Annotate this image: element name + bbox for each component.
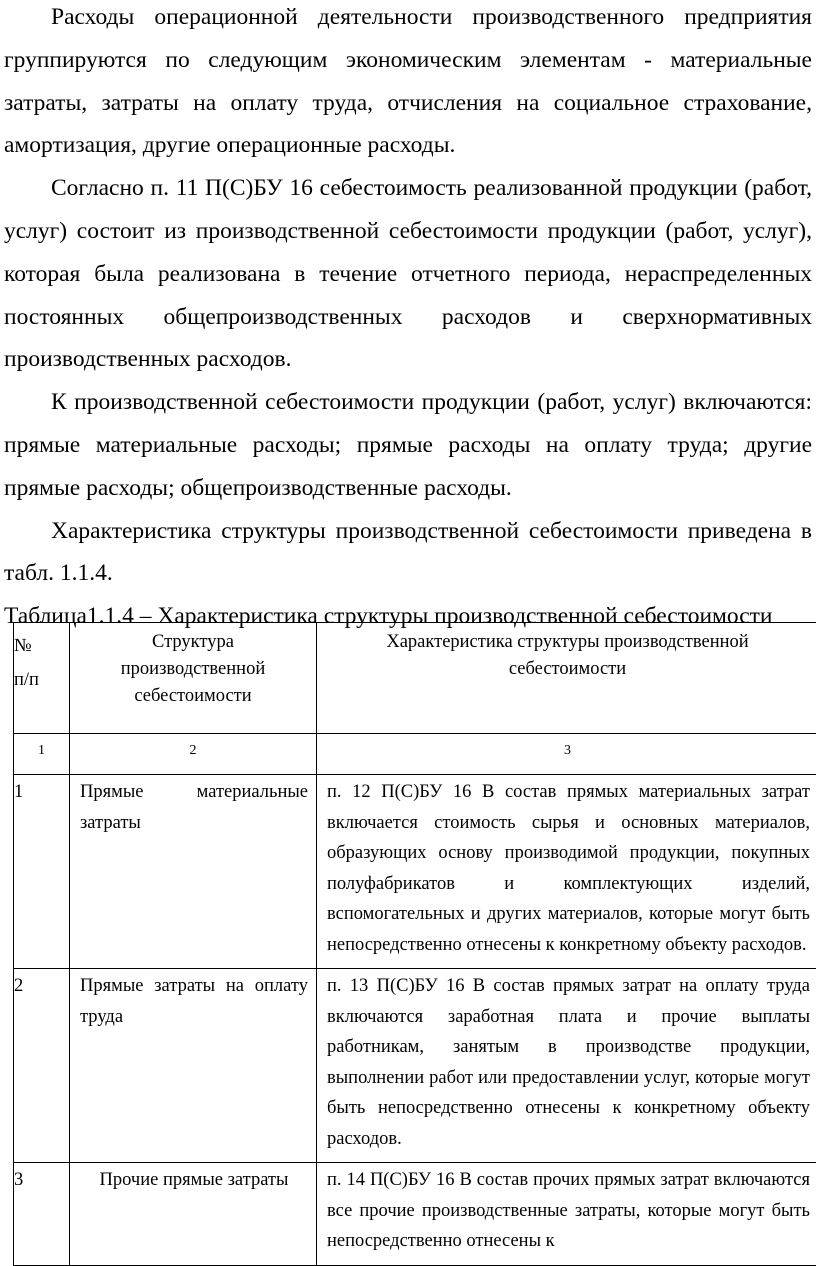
row-number-cell xyxy=(14,969,70,1163)
paragraph-cost-of-sales: Согласно п. 11 П(С)БУ 16 себестоимость реализованной продукции (работ, услуг) состоит из производственной себестоимости продукции (работ, услуг), которая была реализована в течение отчетного периода, нераспределенных постоянных общепроизводственных расходов и сверхнормативных производственных расходов. xyxy=(0,167,812,381)
row-number: 2 xyxy=(14,969,69,1002)
row-characteristic-cell xyxy=(317,775,816,969)
row-structure-cell xyxy=(70,1163,317,1266)
row-number: 3 xyxy=(14,1163,69,1196)
row-number-cell xyxy=(14,1163,70,1266)
column-number-cell xyxy=(14,734,70,775)
cost-structure-table xyxy=(13,622,816,1266)
column-number-cell xyxy=(317,734,816,775)
row-characteristic: п. 13 П(С)БУ 16 В состав прямых затрат на оплату труда включаются заработная плата и прочие выплаты работникам, занятым в производстве продукции, выполнении работ или предоставлении услуг, которые могут быть непосредственно отнесены к конкретному объекту расходов. xyxy=(317,969,816,1162)
row-characteristic-cell xyxy=(317,969,816,1163)
row-number: 1 xyxy=(14,775,69,808)
table-caption: Таблица1.1.4 – Характеристика структуры производственной себестоимости xyxy=(0,599,816,633)
row-characteristic: п. 14 П(С)БУ 16 В состав прочих прямых затрат включаются все прочие производственные затраты, которые могут быть непосредственно отнесены к xyxy=(317,1163,816,1265)
header-number-symbol: № xyxy=(14,629,69,663)
table-header-row xyxy=(14,623,816,734)
paragraph-table-reference: Характеристика структуры производственной себестоимости приведена в табл. 1.1.4. xyxy=(0,510,812,596)
header-characteristic-label: Характеристика структуры производственной себестоимости xyxy=(317,623,816,683)
header-characteristic-cell xyxy=(317,623,816,734)
table-row xyxy=(14,775,816,969)
header-number-cell xyxy=(14,623,70,734)
header-structure-label: Структура производственной себестоимости xyxy=(70,623,316,710)
row-characteristic-cell xyxy=(317,1163,816,1266)
table-row xyxy=(14,969,816,1163)
paragraph-expense-grouping: Расходы операционной деятельности производственного предприятия группируются по следующим экономическим элементам - материальные затраты, затраты на оплату труда, отчисления на социальное страхование, амортизация, другие операционные расходы. xyxy=(0,0,812,167)
row-structure-cell xyxy=(70,969,317,1163)
row-structure: Прямые материальные затраты xyxy=(70,775,316,838)
row-structure: Прямые затраты на оплату труда xyxy=(70,969,316,1032)
row-structure-cell xyxy=(70,775,317,969)
column-number-3: 3 xyxy=(317,734,816,764)
paragraph-production-cost-items: К производственной себестоимости продукции (работ, услуг) включаются: прямые материальные расходы; прямые расходы на оплату труда; другие прямые расходы; общепроизводственные расходы. xyxy=(0,381,812,509)
column-number-1: 1 xyxy=(14,734,69,764)
header-number-label: п/п xyxy=(14,663,69,697)
table-row xyxy=(14,1163,816,1266)
column-number-row xyxy=(14,734,816,775)
column-number-cell xyxy=(70,734,317,775)
column-number-2: 2 xyxy=(70,734,316,764)
row-number-cell xyxy=(14,775,70,969)
row-characteristic: п. 12 П(С)БУ 16 В состав прямых материальных затрат включается стоимость сырья и основных материалов, образующих основу производимой продукции, покупных полуфабрикатов и комплектующих изделий, вспомогательных и других материалов, которые могут быть непосредственно отнесены к конкретному объекту расходов. xyxy=(317,775,816,968)
header-structure-cell xyxy=(70,623,317,734)
row-structure: Прочие прямые затраты xyxy=(70,1163,316,1196)
